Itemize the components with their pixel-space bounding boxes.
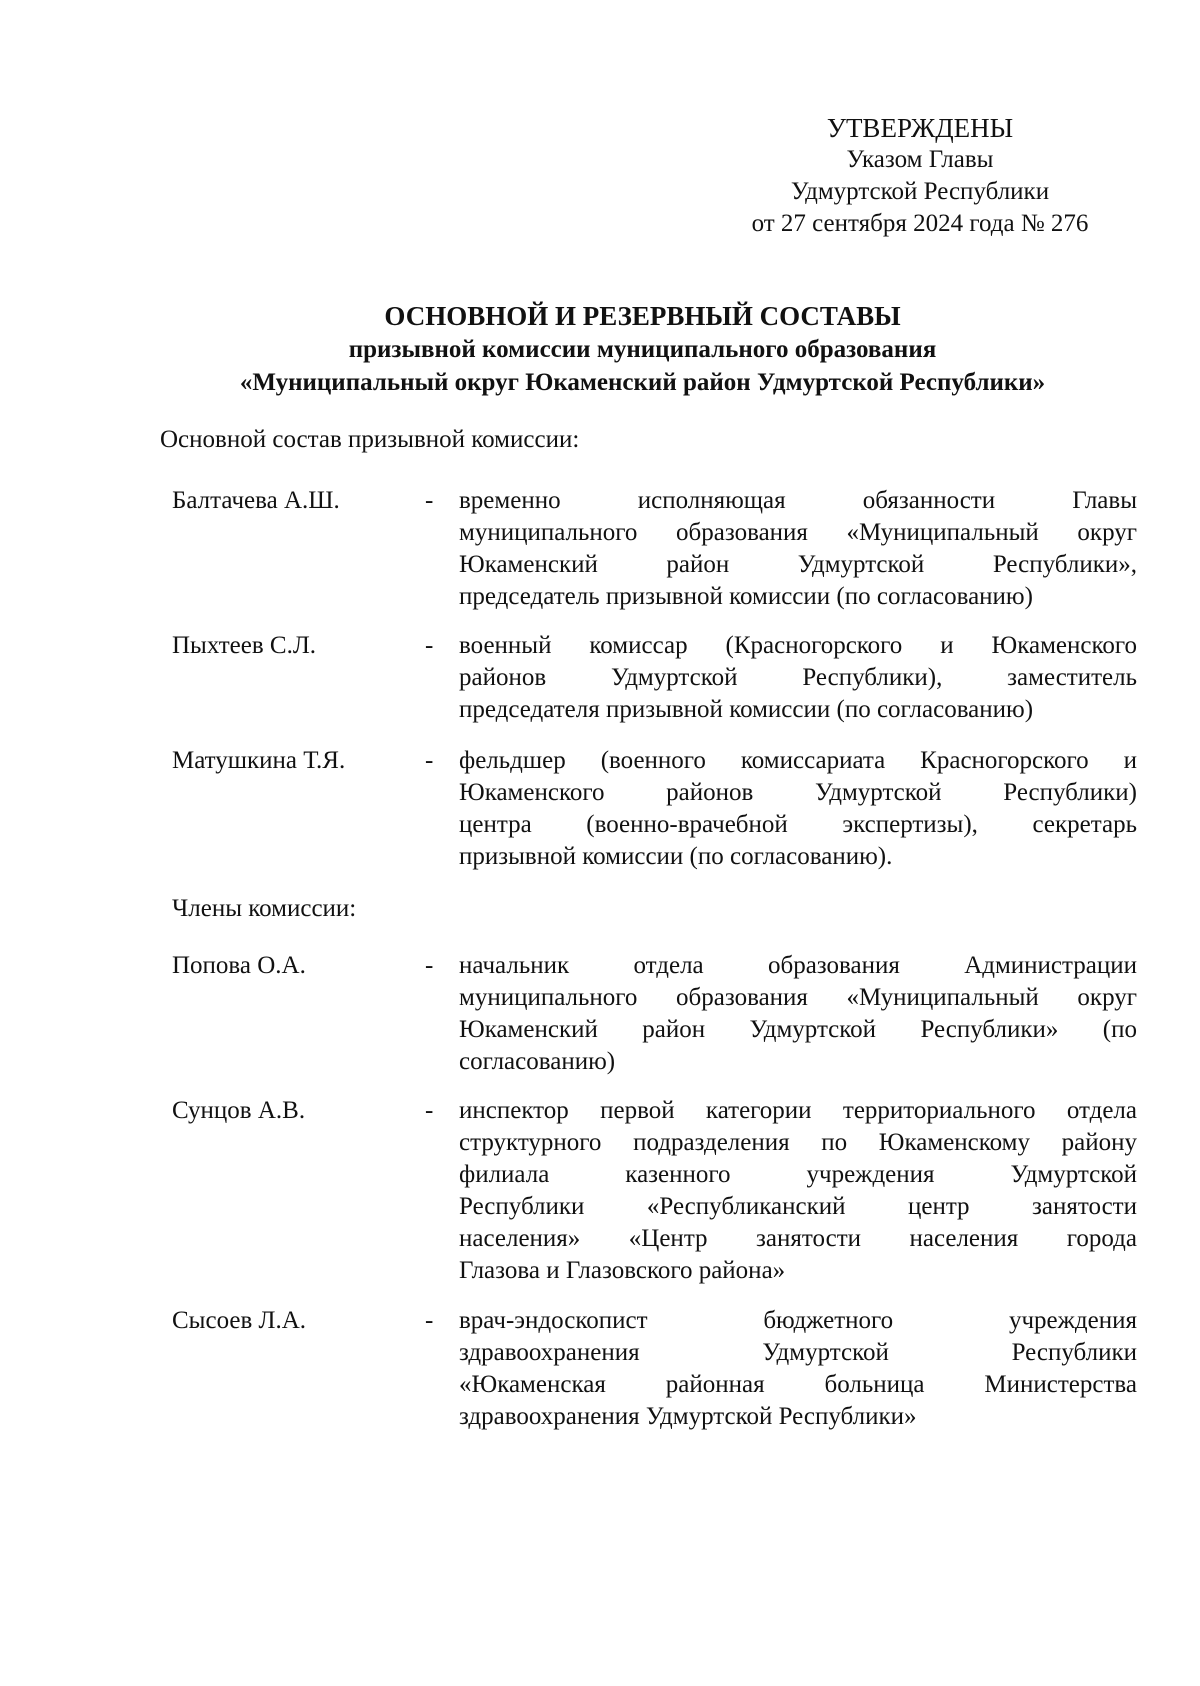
approval-line-decree: Указом Главы (846, 146, 994, 173)
description-line: Юкаменский район Удмуртской Республики» (по (459, 1016, 1137, 1043)
member-name: Матушкина Т.Я. (172, 747, 346, 774)
approval-line-date: от 27 сентября 2024 года № 276 (751, 210, 1089, 237)
description-line: структурного подразделения по Юкаменскому району (459, 1129, 1137, 1156)
description-line: муниципального образования «Муниципальный округ (459, 519, 1137, 546)
member-dash: - (425, 1307, 434, 1334)
member-name: Сысоев Л.А. (172, 1307, 307, 1334)
description-line: военный комиссар (Красногорского и Юкаменского (459, 632, 1137, 659)
title-sub-1: призывной комиссии муниципального образования (348, 336, 937, 363)
member-description (459, 745, 1137, 873)
member-dash: - (425, 1097, 434, 1124)
description-line: начальник отдела образования Администрации (459, 952, 1137, 979)
member-description (459, 1095, 1137, 1287)
description-line: центра (военно-врачебной экспертизы), секретарь (459, 811, 1137, 838)
description-line: здравоохранения Удмуртской Республики» (459, 1403, 917, 1430)
member-dash: - (425, 487, 434, 514)
approval-heading: УТВЕРЖДЕНЫ (826, 113, 1014, 143)
description-line: здравоохранения Удмуртской Республики (459, 1339, 1137, 1366)
approval-block (700, 112, 1140, 240)
member-description (459, 485, 1137, 613)
description-line: инспектор первой категории территориального отдела (459, 1097, 1137, 1124)
description-line: Юкаменского районов Удмуртской Республики) (459, 779, 1137, 806)
description-line: Республики «Республиканский центр занятости (459, 1193, 1137, 1220)
description-line: председателя призывной комиссии (по согласованию) (459, 696, 1034, 723)
members-label: Члены комиссии: (172, 895, 357, 922)
title-sub-2: «Муниципальный округ Юкаменский район Удмуртской Республики» (239, 369, 1046, 396)
member-name: Пыхтеев С.Л. (172, 632, 317, 659)
member-name: Балтачева А.Ш. (172, 487, 340, 514)
description-line: врач-эндоскопист бюджетного учреждения (459, 1307, 1137, 1334)
member-description (459, 630, 1137, 726)
description-line: районов Удмуртской Республики), заместитель (459, 664, 1137, 691)
description-line: временно исполняющая обязанности Главы (459, 487, 1137, 514)
description-line: призывной комиссии (по согласованию). (459, 843, 893, 870)
member-description (459, 1305, 1137, 1433)
description-line: фельдшер (военного комиссариата Красногорского и (459, 747, 1137, 774)
title-main: ОСНОВНОЙ И РЕЗЕРВНЫЙ СОСТАВЫ (384, 301, 901, 331)
description-line: согласованию) (459, 1048, 616, 1075)
member-description (459, 950, 1137, 1078)
main-section-label: Основной состав призывной комиссии: (160, 426, 580, 453)
description-line: Глазова и Глазовского района» (459, 1257, 786, 1284)
description-line: филиала казенного учреждения Удмуртской (459, 1161, 1137, 1188)
member-name: Сунцов А.В. (172, 1097, 306, 1124)
member-name: Попова О.А. (172, 952, 306, 979)
member-dash: - (425, 632, 434, 659)
approval-line-republic: Удмуртской Республики (790, 178, 1050, 205)
description-line: Юкаменский район Удмуртской Республики», (459, 551, 1137, 578)
description-line: «Юкаменская районная больница Министерства (459, 1371, 1137, 1398)
member-dash: - (425, 952, 434, 979)
member-dash: - (425, 747, 434, 774)
description-line: населения» «Центр занятости населения города (459, 1225, 1137, 1252)
description-line: муниципального образования «Муниципальный округ (459, 984, 1137, 1011)
document-title (150, 300, 1135, 399)
description-line: председатель призывной комиссии (по согласованию) (459, 583, 1033, 610)
